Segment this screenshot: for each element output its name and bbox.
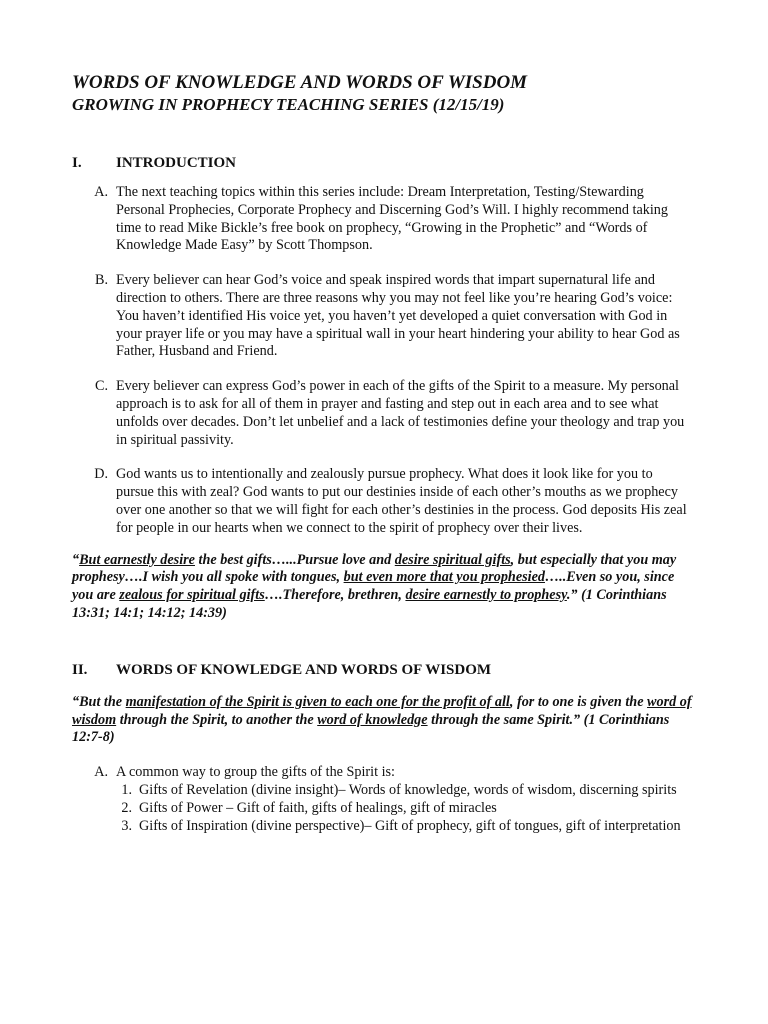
item-letter: A. xyxy=(94,764,108,781)
section-heading-introduction xyxy=(72,154,692,172)
list-text: Gifts of Inspiration (divine perspective)– Gift of prophecy, gift of tongues, gift of interpretation xyxy=(139,817,681,834)
list-number: 3. xyxy=(121,817,132,834)
item-text: The next teaching topics within this series include: Dream Interpretation, Testing/Stewarding Personal Prophecies, Corporate Prophecy and Discerning God’s Will. I highly recommend taking time to read Mike Bickle’s free book on prophecy, “Growing in the Prophetic” and “Words of Knowledge Made Easy” by Scott Thompson. xyxy=(116,184,668,254)
item-text: Every believer can hear God’s voice and speak inspired words that impart supernatural life and direction to others. There are three reasons why you may not feel like you’re hearing God’s voice: You haven’t identified His voice yet, you haven’t yet developed a quiet conversation with God in your prayer life or you may have a spiritual wall in your heart hindering your ability to hear God as Father, Husband and Friend. xyxy=(116,272,680,360)
paragraph-item xyxy=(72,184,692,255)
section-number: II. xyxy=(72,661,88,678)
document-subtitle: GROWING IN PROPHECY TEACHING SERIES (12/15/19) xyxy=(72,95,505,114)
document-page xyxy=(72,72,692,835)
paragraph-item xyxy=(72,764,692,782)
item-letter: A. xyxy=(94,184,108,200)
list-text: Gifts of Revelation (divine insight)– Words of knowledge, words of wisdom, discerning spirits xyxy=(139,781,677,798)
scripture-quote: “But the manifestation of the Spirit is given to each one for the profit of all, for to one is given the word of wisdom through the Spirit, to another the word of knowledge through the same Spirit.” (1 Corinthians 12:7-8) xyxy=(72,693,692,746)
list-text: Gifts of Power – Gift of faith, gifts of healings, gift of miracles xyxy=(139,799,497,816)
paragraph-item xyxy=(72,466,692,537)
item-text: Every believer can express God’s power in each of the gifts of the Spirit to a measure. My personal approach is to ask for all of them in prayer and fasting and step out in each area and to see what unfolds over decades. Don’t let unbelief and a lack of testimonies define your theology and trap you in spiritual passivity. xyxy=(116,378,685,448)
item-letter: C. xyxy=(94,378,108,395)
item-letter: B. xyxy=(94,272,108,289)
section-number: I. xyxy=(72,155,82,171)
item-text: God wants us to intentionally and zealously pursue prophecy. What does it look like for you to pursue this with zeal? God wants to put our destinies inside of each other’s mouths as we prophecy over one another so that we will fight for each other’s destinies in the process. God deposits His zeal for people in our hearts when we connect to the spirit of prophecy over their lives. xyxy=(116,466,687,536)
list-item xyxy=(72,800,692,818)
item-letter: D. xyxy=(94,466,108,483)
paragraph-item xyxy=(72,378,692,449)
item-text: A common way to group the gifts of the Spirit is: xyxy=(116,764,395,781)
list-item xyxy=(72,818,692,836)
list-item xyxy=(72,782,692,800)
list-number: 1. xyxy=(121,781,132,798)
paragraph-item xyxy=(72,272,692,361)
list-number: 2. xyxy=(121,799,132,816)
document-title: WORDS OF KNOWLEDGE AND WORDS OF WISDOM xyxy=(72,72,528,93)
section-title: WORDS OF KNOWLEDGE AND WORDS OF WISDOM xyxy=(116,661,492,678)
scripture-quote: “But earnestly desire the best gifts…...Pursue love and desire spiritual gifts, but especially that you may prophesy….I wish you all spoke with tongues, but even more that you prophesied…..Even so you, since you are zealous for spiritual gifts….Therefore, brethren, desire earnestly to prophesy.” (1 Corinthians 13:31; 14:1; 14:12; 14:39) xyxy=(72,551,677,621)
section-title: INTRODUCTION xyxy=(116,155,237,171)
section-heading-words xyxy=(72,661,692,679)
